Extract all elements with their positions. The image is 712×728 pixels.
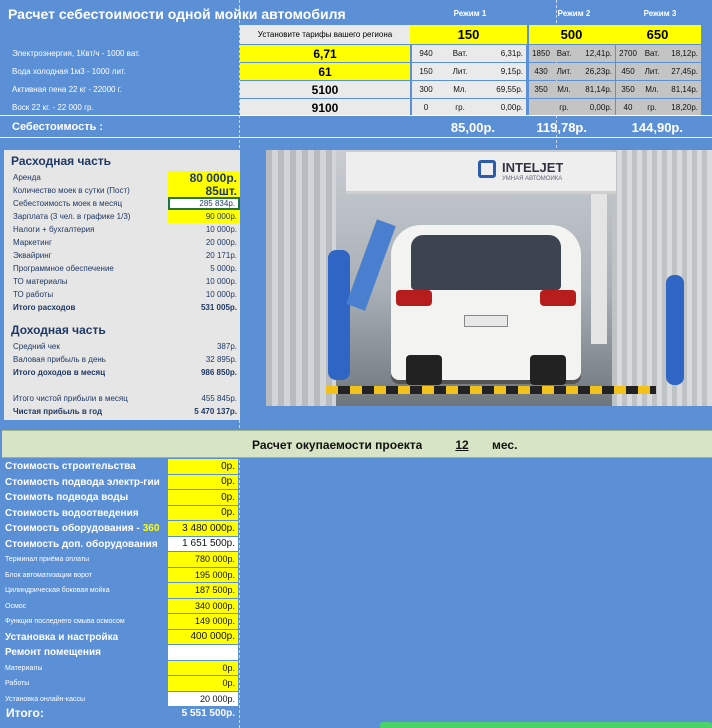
capex-label [5, 552, 89, 568]
expense-label: Эквайринг [13, 251, 52, 260]
resource-label: Активная пена 22 кг - 22000 г. [12, 84, 122, 94]
capex-label-text: Стоимоть подвода воды [5, 492, 129, 504]
car-wheel-right [530, 355, 566, 385]
expense-label: Налоги + бухгалтерия [13, 225, 95, 234]
cost-label: Себестоимость : [12, 121, 104, 133]
capex-label [5, 599, 26, 615]
resource-cost: 69,55р. [496, 85, 523, 94]
car-wash-photo [266, 150, 712, 406]
capex-label [5, 537, 158, 553]
payback-bar [2, 430, 712, 458]
capex-value[interactable]: 780 000р. [168, 552, 238, 567]
income-value: 32 895р. [205, 354, 237, 364]
net-month-value: 455 845р. [201, 393, 237, 403]
expense-label: Маркетинг [13, 238, 52, 247]
capex-value[interactable]: 1 651 500р. [168, 537, 238, 552]
resource-amount[interactable]: 40 [623, 103, 633, 112]
car-wheel-left [406, 355, 442, 385]
resource-unit: Лит. [556, 67, 572, 76]
capex-value[interactable]: 0р. [168, 475, 238, 490]
resource-unit: гр. [455, 103, 465, 112]
capex-label-text: Цилиндрическая боковая мойка [5, 587, 110, 595]
car-rear-window [411, 235, 561, 290]
capex-label-text: Стоимость строительства [5, 461, 136, 473]
expense-label: ТО работы [13, 290, 54, 299]
resource-cost: 18,12р. [671, 49, 698, 58]
resource-price[interactable]: 5100 [240, 81, 410, 98]
car-tail-light-left [396, 290, 432, 306]
resource-price[interactable]: 9100 [240, 99, 410, 116]
expense-label: Зарплата (3 чел. в графике 1/3) [13, 212, 131, 221]
brand-name: INTELJET [502, 159, 564, 175]
expense-value[interactable]: 90 000р. [168, 210, 240, 223]
tariff-mode-2[interactable]: 500 [529, 25, 614, 44]
tariff-mode-1[interactable]: 150 [410, 25, 527, 44]
resource-amount[interactable]: 2700 [619, 49, 637, 58]
resource-cost: 0,00р. [500, 103, 523, 112]
capex-label-text: Осмос [5, 602, 27, 610]
capex-label [5, 645, 101, 661]
capex-label-text: Стоимость подвода электр-гии [5, 476, 160, 488]
expense-value: 10 000р. [205, 290, 237, 299]
budget-panel [4, 150, 240, 420]
total-label: Итого: [6, 706, 44, 720]
capex-value[interactable]: 20 000р. [168, 692, 238, 707]
expense-value: 10 000р. [205, 277, 237, 286]
resource-cost: 18,20р. [671, 103, 698, 112]
resource-cost: 12,41р. [585, 49, 612, 58]
payback-months[interactable]: 12 [455, 438, 469, 452]
inteljet-logo-icon [478, 160, 496, 178]
resource-amount[interactable]: 940 [419, 49, 433, 58]
capex-label [5, 475, 160, 491]
capex-label-text: Установка и настройка [5, 631, 119, 643]
resource-unit: гр. [559, 103, 569, 112]
capex-label-text: Терминал приёма оплаты [5, 556, 90, 564]
resource-cost: 9,15р. [500, 67, 523, 76]
payback-label: Расчет окупаемости проекта [252, 438, 423, 452]
capex-label [5, 521, 159, 537]
resource-amount[interactable]: 430 [534, 67, 548, 76]
resource-label: Воск 22 кг. - 22 000 гр. [12, 102, 94, 112]
expense-label: Количество моек в сутки (Пост) [13, 186, 130, 195]
side-brush-left [328, 250, 350, 380]
capex-value[interactable]: 0р. [168, 506, 238, 521]
horizontal-scrollbar[interactable] [380, 722, 712, 728]
mode-3-header: Режим 3 [643, 8, 677, 18]
brand-tagline: УМНАЯ АВТОМОЙКА [502, 176, 563, 182]
capex-label [5, 583, 110, 599]
income-value: 387р. [216, 341, 237, 351]
capex-label [5, 661, 42, 677]
capex-value[interactable] [168, 645, 238, 660]
capex-value[interactable]: 0р. [168, 661, 238, 676]
resource-cost: 81,14р. [585, 85, 612, 94]
mode-1-header: Режим 1 [453, 8, 487, 18]
car-tail-light-right [540, 290, 576, 306]
resource-price[interactable]: 61 [240, 63, 410, 80]
expense-value: 20 171р. [205, 251, 237, 260]
resource-unit: Ват. [452, 49, 468, 58]
capex-value[interactable]: 149 000р. [168, 614, 238, 629]
capex-label [5, 506, 139, 522]
capex-label-text: Функция последнего смыва осмосом [5, 618, 125, 626]
resource-unit: Лит. [452, 67, 468, 76]
capex-label-text: Ремонт помещения [5, 647, 101, 659]
resource-amount[interactable]: 300 [419, 85, 433, 94]
resource-unit: Ват. [556, 49, 572, 58]
floor-guide-rail [326, 386, 656, 394]
resource-unit: Ват. [644, 49, 660, 58]
car-license-plate [464, 315, 508, 327]
capex-label [5, 676, 29, 692]
side-brush-right [666, 275, 684, 385]
resource-unit: Мл. [645, 85, 659, 94]
capex-value[interactable]: 195 000р. [168, 568, 238, 583]
income-value: 986 850р. [200, 367, 237, 377]
cost-mode-1: 85,00р. [450, 119, 495, 135]
page-title: Расчет себестоимости одной мойки автомобиля [8, 6, 346, 22]
capex-label-text: Стоимость водоотведения [5, 507, 139, 519]
resource-label: Электроэнергия, 1Квт/ч - 1000 ват. [12, 48, 141, 58]
expense-value[interactable]: 80 000р. [168, 171, 240, 184]
tariff-mode-3[interactable]: 650 [614, 25, 701, 44]
expense-value[interactable]: 85шт. [168, 184, 240, 197]
right-wall [612, 150, 712, 406]
resource-amount[interactable]: 1850 [532, 49, 550, 58]
expense-value: 10 000р. [205, 225, 237, 234]
resource-price[interactable]: 6,71 [240, 45, 410, 62]
resource-amount[interactable] [529, 99, 553, 116]
mode-2-header: Режим 2 [557, 8, 591, 18]
resource-label: Вода холодная 1м3 - 1000 лит. [12, 66, 126, 76]
capex-label-text: Стоимость доп. оборудования [5, 538, 158, 550]
capex-label-text: Стоимость оборудования - [5, 523, 140, 535]
capex-value[interactable]: 0р. [168, 676, 238, 691]
gantry-pillar [591, 194, 607, 344]
left-wall [266, 150, 336, 406]
divider [0, 115, 712, 116]
net-year-label: Чистая прибыль в год [13, 406, 103, 416]
capex-label [5, 459, 136, 475]
resource-unit: Лит. [644, 67, 660, 76]
payback-unit: мес. [492, 438, 518, 452]
resource-amount[interactable]: 450 [621, 67, 635, 76]
expense-value: 5 000р. [210, 264, 237, 273]
cost-mode-2: 119,78р. [536, 119, 587, 135]
expense-label: Итого расходов [13, 303, 76, 312]
net-year-value: 5 470 137р. [194, 406, 237, 416]
expenses-title: Расходная часть [11, 154, 112, 168]
resource-unit: Мл. [453, 85, 467, 94]
resource-unit: гр. [647, 103, 657, 112]
resource-cost: 0,00р. [589, 103, 612, 112]
net-month-label: Итого чистой прибыли в месяц [13, 393, 128, 403]
resource-amount[interactable]: 0 [423, 103, 429, 112]
expense-label: ТО материалы [13, 277, 68, 286]
income-title: Доходная часть [11, 323, 106, 337]
capex-value[interactable]: 400 000р. [168, 630, 238, 645]
capex-accent: 360 [142, 523, 160, 535]
total-value: 5 551 500р. [181, 707, 235, 719]
resource-amount[interactable]: 350 [621, 85, 635, 94]
income-label: Валовая прибыль в день [13, 354, 106, 364]
income-label: Средний чек [13, 341, 60, 351]
capex-label [5, 614, 125, 630]
expense-label: Программное обеспечение [13, 264, 114, 273]
capex-value[interactable]: 0р. [168, 490, 238, 505]
expense-value[interactable]: 285 834р. [168, 197, 240, 210]
resource-unit: Мл. [557, 85, 571, 94]
capex-label [5, 568, 92, 584]
capex-label [5, 630, 118, 646]
capex-label-text: Работы [5, 680, 30, 688]
expense-value: 531 005р. [200, 303, 237, 312]
wash-arm [346, 219, 396, 310]
resource-cost: 81,14р. [671, 85, 698, 94]
resource-cost: 26,23р. [585, 67, 612, 76]
resource-amount[interactable]: 350 [534, 85, 548, 94]
expense-value: 20 000р. [205, 238, 237, 247]
capex-value[interactable]: 3 480 000р. [168, 521, 238, 536]
capex-label-text: Материалы [5, 664, 43, 672]
tariff-label: Установите тарифы вашего региона [240, 25, 410, 44]
capex-label-text: Блок автоматизации ворот [5, 571, 92, 579]
capex-label-text: Установка онлайн-кассы [5, 695, 86, 703]
capex-value[interactable]: 187 500р. [168, 583, 238, 598]
resource-cost: 6,31р. [500, 49, 523, 58]
resource-cost: 27,45р. [671, 67, 698, 76]
divider [0, 137, 712, 138]
expense-label: Аренда [13, 173, 41, 182]
capex-label [5, 490, 128, 506]
expense-label: Себестоимость моек в месяц [13, 199, 123, 208]
cost-mode-3: 144,90р. [631, 119, 683, 135]
resource-amount[interactable]: 150 [419, 67, 433, 76]
income-label: Итого доходов в месяц [13, 367, 106, 377]
capex-value[interactable]: 340 000р. [168, 599, 238, 614]
capex-value[interactable]: 0р. [168, 459, 238, 474]
